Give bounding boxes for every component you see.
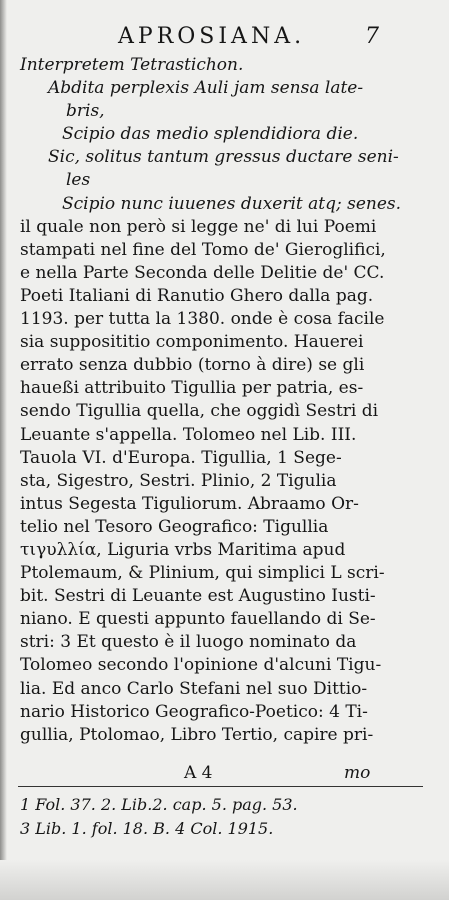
footnote-line: 3 Lib. 1. fol. 18. B. 4 Col. 1915. bbox=[20, 819, 274, 838]
verse-line: Interpretem Tetrastichon. bbox=[20, 55, 244, 75]
signature-line bbox=[0, 763, 449, 783]
body-line: τιγυλλία, Liguria vrbs Maritima apud bbox=[20, 539, 346, 560]
body-line: niano. E questi appunto fauellando di Se- bbox=[20, 609, 376, 630]
footnote-divider bbox=[18, 786, 423, 787]
verse-line: les bbox=[66, 170, 91, 191]
body-line: Tolomeo secondo l'opinione d'alcuni Tigu- bbox=[20, 655, 382, 676]
body-line: haueßi attribuito Tigullia per patria, es- bbox=[20, 378, 364, 399]
body-line: nario Historico Geografico-Poetico: 4 Ti- bbox=[20, 701, 368, 722]
body-line: 1193. per tutta la 1380. onde è cosa facile bbox=[20, 309, 385, 330]
body-line: telio nel Tesoro Geografico: Tigullia bbox=[20, 516, 329, 537]
body-line: lia. Ed anco Carlo Stefani nel suo Dittio- bbox=[20, 678, 368, 699]
body-line: sendo Tigullia quella, che oggidì Sestri di bbox=[20, 401, 379, 422]
body-line: sia supposititio componimento. Hauerei bbox=[20, 332, 364, 353]
verse-line: Abdita perplexis Auli jam sensa late- bbox=[48, 78, 364, 99]
body-line: sta, Sigestro, Sestri. Plinio, 2 Tigulia bbox=[20, 470, 337, 491]
footnote-line: 1 Fol. 37. 2. Lib.2. cap. 5. pag. 53. bbox=[20, 795, 298, 814]
body-line: intus Segesta Tiguliorum. Abraamo Or- bbox=[20, 493, 359, 514]
body-line: e nella Parte Seconda delle Delitie de' CC. bbox=[20, 262, 385, 283]
verse-line: Sic, solitus tantum gressus ductare seni- bbox=[48, 147, 399, 168]
catchword: mo bbox=[344, 763, 371, 783]
verse-line: bris, bbox=[66, 101, 105, 122]
verse-line: Scipio nunc iuuenes duxerit atq; senes. bbox=[62, 193, 402, 214]
footnotes bbox=[20, 793, 430, 841]
running-head: APROSIANA. bbox=[118, 24, 306, 49]
verse-line: Scipio das medio splendidiora die. bbox=[62, 124, 359, 145]
page-number: 7 bbox=[365, 24, 379, 49]
body-line: gullia, Ptolomao, Libro Tertio, capire pri- bbox=[20, 724, 374, 745]
body-line: stampati nel fine del Tomo de' Gieroglifici, bbox=[20, 239, 386, 260]
body-line: Ptolemaum, & Plinium, qui simplici L scri- bbox=[20, 563, 385, 584]
text-block bbox=[20, 54, 430, 747]
body-line: Tauola VI. d'Europa. Tigullia, 1 Sege- bbox=[20, 447, 342, 468]
page-bottom-shadow bbox=[0, 860, 449, 900]
body-line: Leuante s'appella. Tolomeo nel Lib. III. bbox=[20, 424, 357, 445]
body-line: bit. Sestri di Leuante est Augustino Iusti- bbox=[20, 586, 376, 607]
body-line: il quale non però si legge ne' di lui Poemi bbox=[20, 216, 377, 237]
body-line: stri: 3 Et questo è il luogo nominato da bbox=[20, 632, 357, 653]
signature-mark: A 4 bbox=[184, 763, 213, 783]
body-line: Poeti Italiani di Ranutio Ghero dalla pag. bbox=[20, 285, 374, 306]
page-header bbox=[0, 24, 449, 50]
body-line: errato senza dubbio (torno à dire) se gli bbox=[20, 355, 365, 376]
